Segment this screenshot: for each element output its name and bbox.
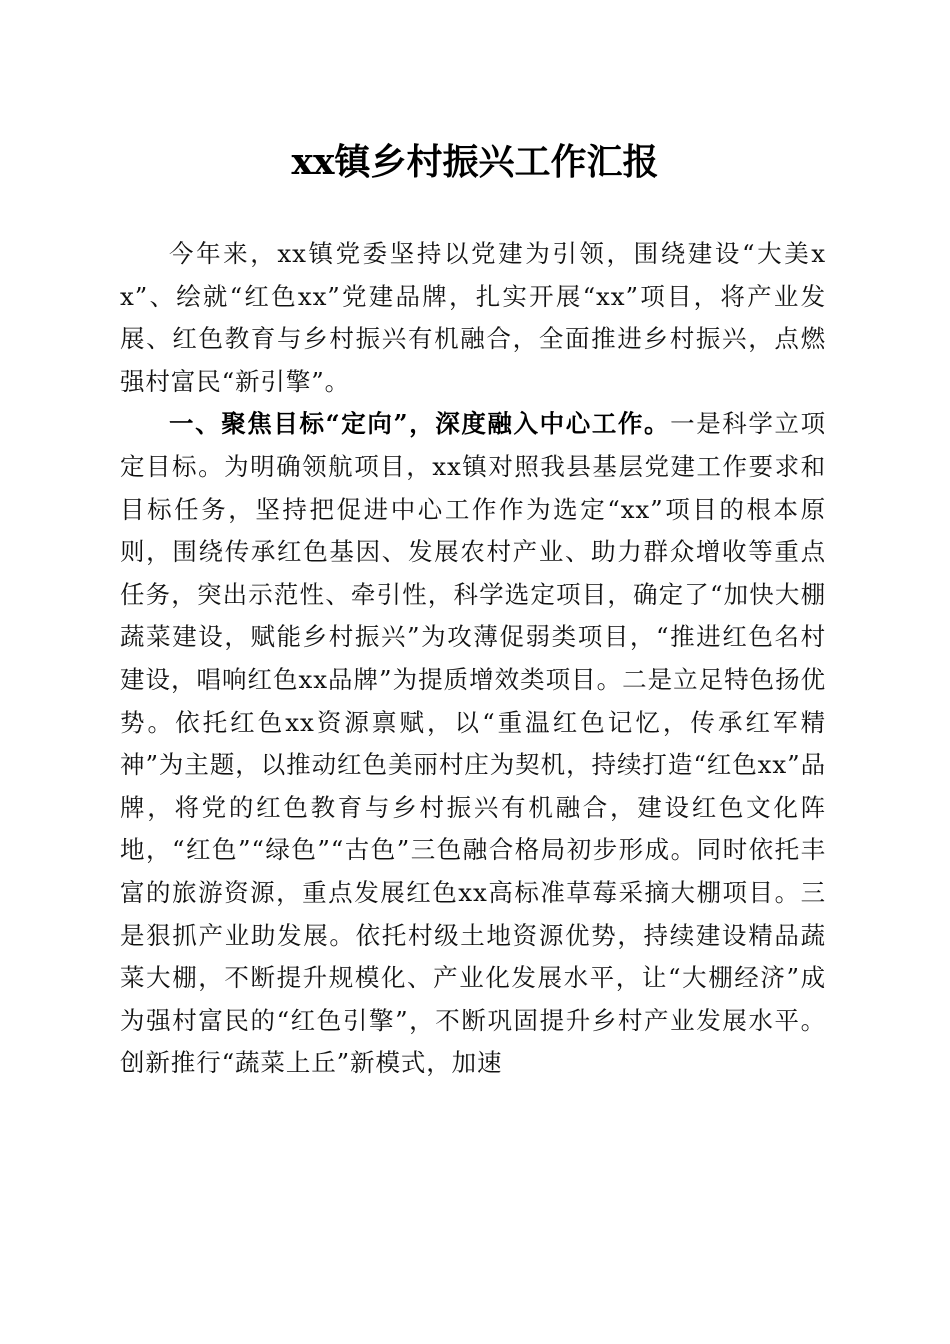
section-heading: 一、聚焦目标“定向”，深度融入中心工作。 xyxy=(169,409,671,439)
document-title: xx镇乡村振兴工作汇报 xyxy=(291,141,659,183)
document-body xyxy=(120,233,826,1085)
paragraph-text: 今年来，xx镇党委坚持以党建为引领，围绕建设“大美xx”、绘就“红色xx”党建品牌，扎实开展“xx”项目，将产业发展、红色教育与乡村振兴有机融合，全面推进乡村振兴，点燃强村富民“新引擎”。 xyxy=(120,239,826,396)
paragraph-intro xyxy=(120,233,826,403)
paragraph-section-one xyxy=(120,403,826,1085)
paragraph-text: 一是科学立项定目标。为明确领航项目，xx镇对照我县基层党建工作要求和目标任务，坚持把促进中心工作作为选定“xx”项目的根本原则，围绕传承红色基因、发展农村产业、助力群众增收等重点任务，突出示范性、牵引性，科学选定项目，确定了“加快大棚蔬菜建设，赋能乡村振兴”为攻薄促弱类项目，“推进红色名村建设，唱响红色xx品牌”为提质增效类项目。二是立足特色扬优势。依托红色xx资源禀赋，以“重温红色记忆，传承红军精神”为主题，以推动红色美丽村庄为契机，持续打造“红色xx”品牌，将党的红色教育与乡村振兴有机融合，建设红色文化阵地，“红色”“绿色”“古色”三色融合格局初步形成。同时依托丰富的旅游资源，重点发展红色xx高标准草莓采摘大棚项目。三是狠抓产业助发展。依托村级土地资源优势，持续建设精品蔬菜大棚，不断提升规模化、产业化发展水平，让“大棚经济”成为强村富民的“红色引擎”，不断巩固提升乡村产业发展水平。创新推行“蔬菜上丘”新模式，加速 xyxy=(120,409,826,1078)
